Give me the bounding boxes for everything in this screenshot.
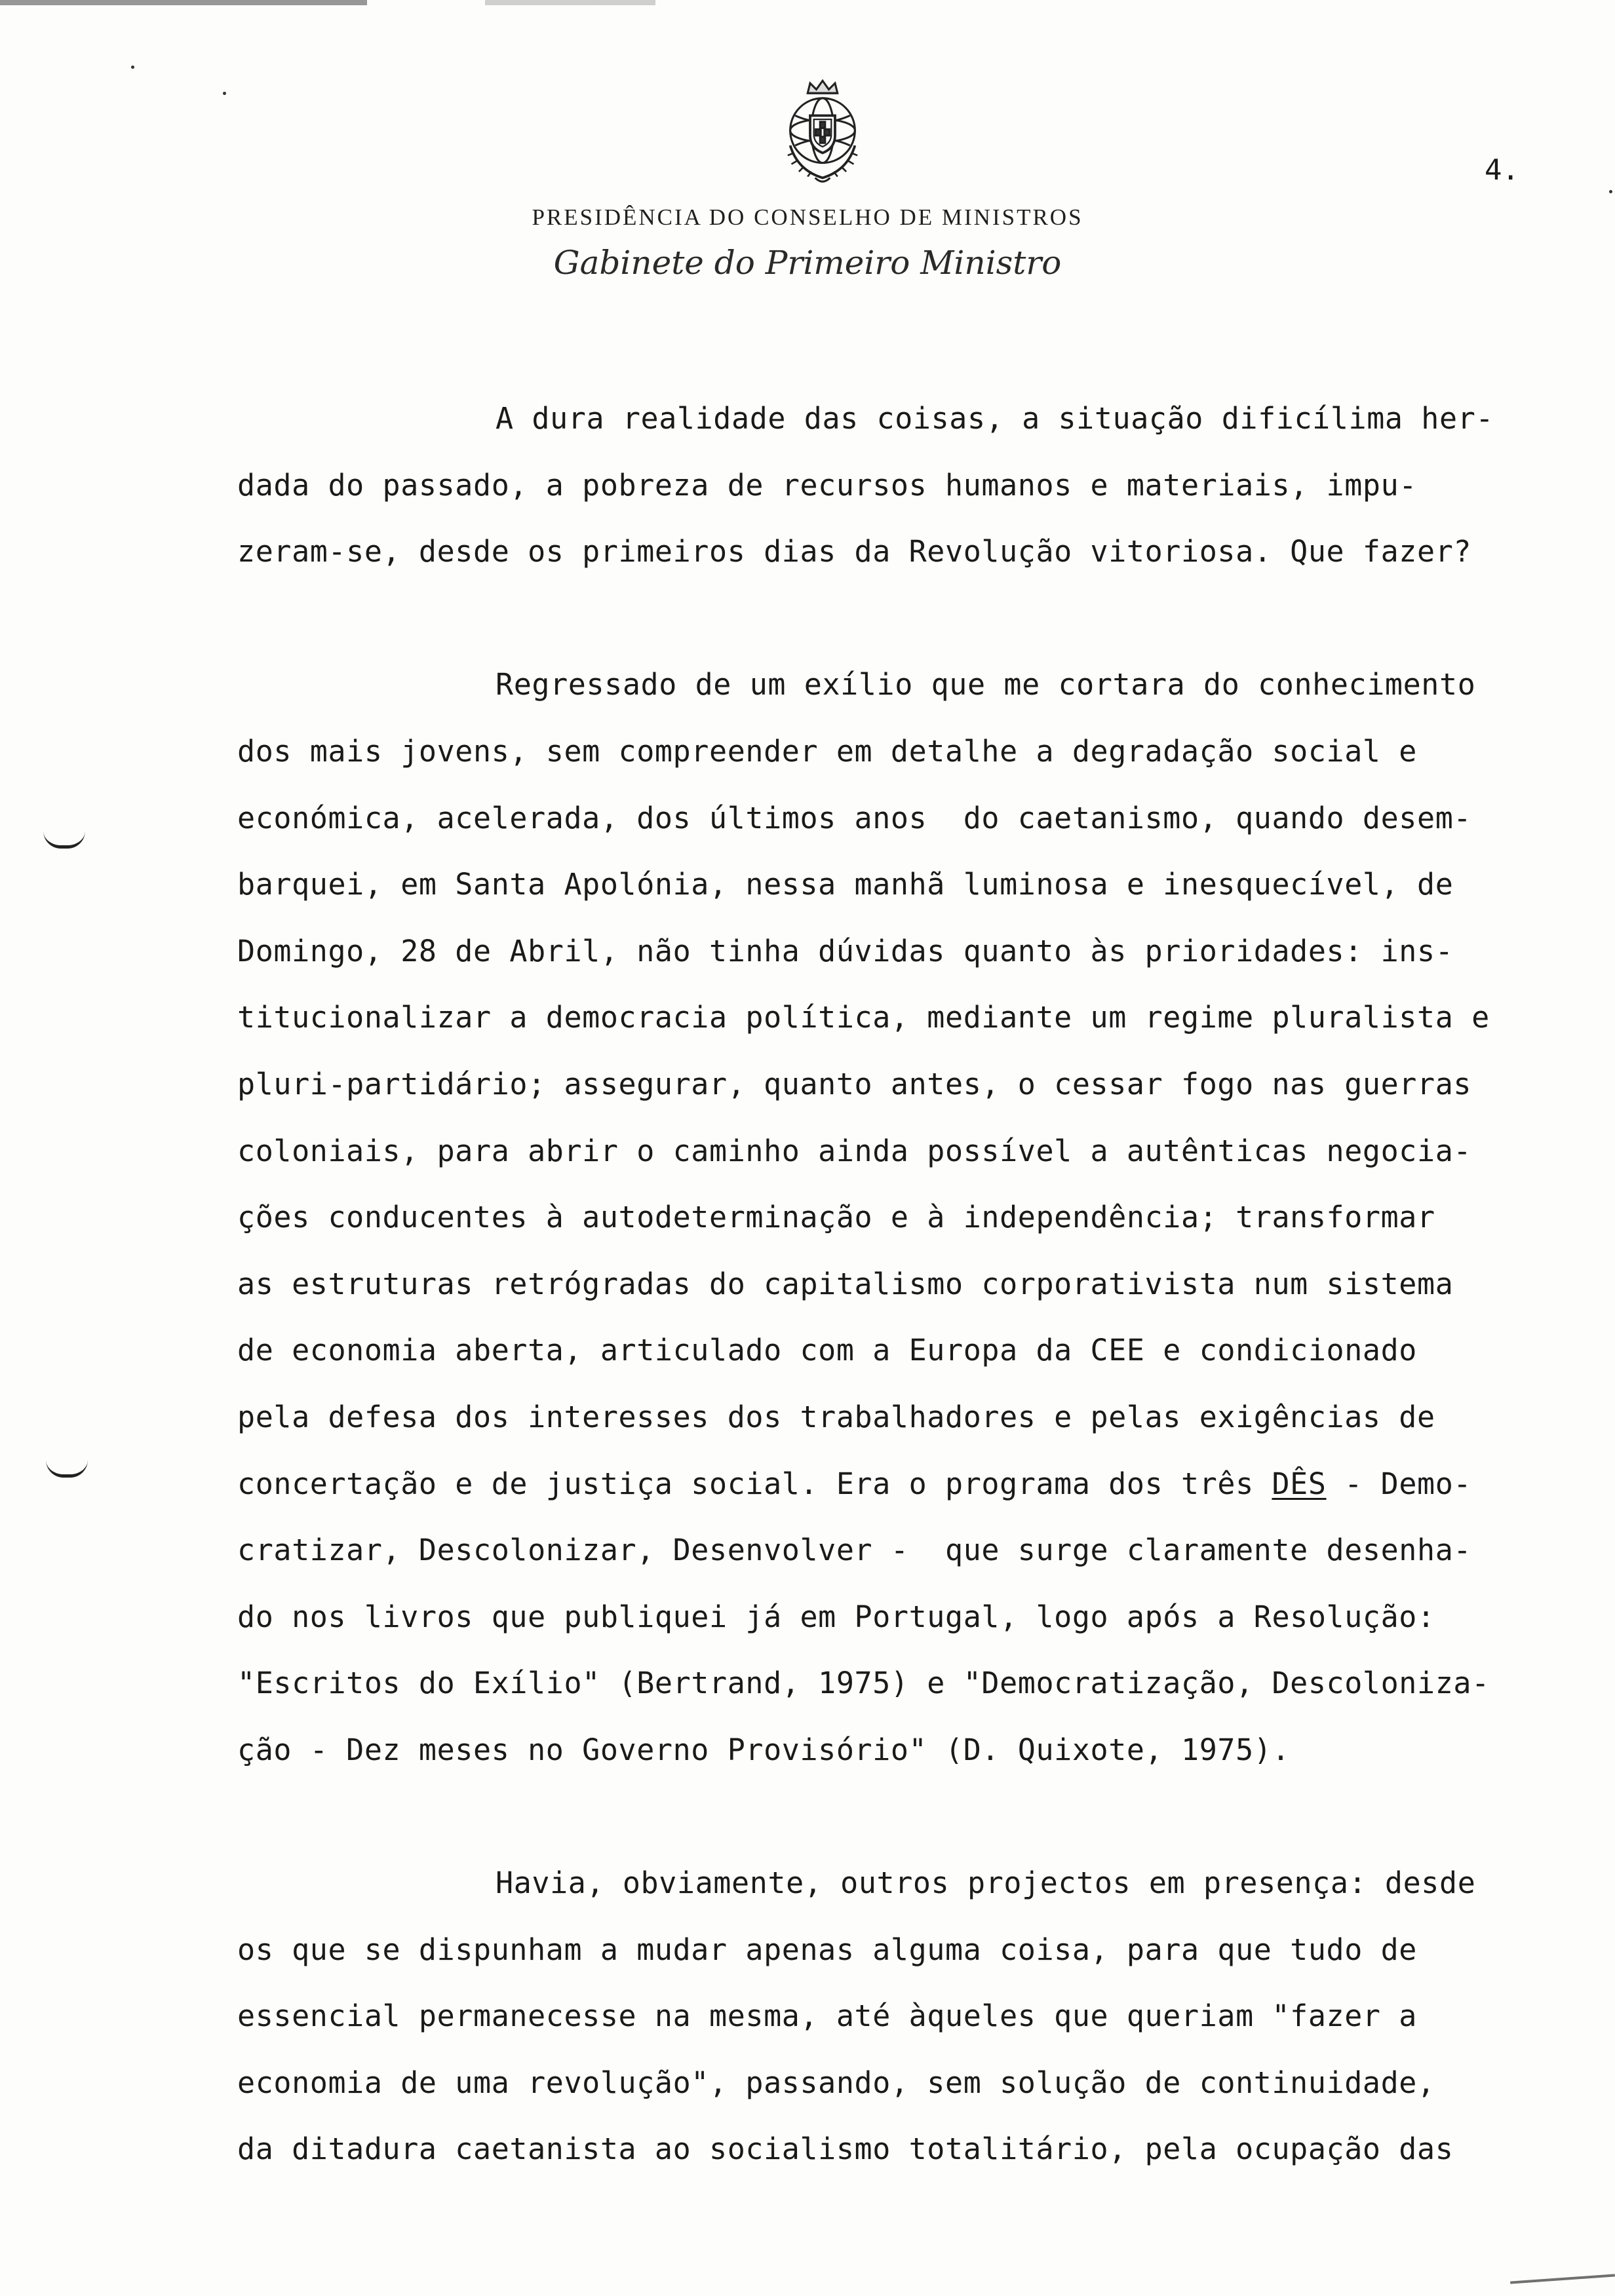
text-line: ções conducentes à autodeterminação e à independência; transformar [237,1200,1435,1235]
text-line: pluri-partidário; assegurar, quanto antes, o cessar fogo nas guerras [237,1066,1472,1101]
text-line: os que se dispunham a mudar apenas alguma coisa, para que tudo de [237,1932,1417,1967]
text-line: da ditadura caetanista ao socialismo totalitário, pela ocupação das [237,2132,1454,2167]
scan-speck [223,92,226,95]
margin-mark-1 [43,831,85,849]
text-line: economia de uma revolução", passando, sem solução de continuidade, [237,2065,1435,2100]
text-line: coloniais, para abrir o caminho ainda possível a autênticas negocia- [237,1133,1472,1168]
text-line: pela defesa dos interesses dos trabalhadores e pelas exigências de [237,1399,1435,1434]
institution-header: PRESIDÊNCIA DO CONSELHO DE MINISTROS [532,204,1083,230]
text-line: essencial permanecesse na mesma, até àqueles que queriam "fazer a [237,1999,1417,2034]
office-subheader: Gabinete do Primeiro Ministro [553,244,1062,282]
text-line: Havia, obviamente, outros projectos em presença: desde [496,1866,1476,1901]
text-line: económica, acelerada, dos últimos anos do caetanismo, quando desem- [237,800,1472,835]
text-line: de economia aberta, articulado com a Europa da CEE e condicionado [237,1333,1417,1368]
paragraph-1 [237,385,1601,585]
text-line: dada do passado, a pobreza de recursos humanos e materiais, impu- [237,467,1417,503]
text-line: dos mais jovens, sem compreender em detalhe a degradação social e [237,733,1417,769]
scan-speck [131,66,134,69]
text-line: Domingo, 28 de Abril, não tinha dúvidas quanto às prioridades: ins- [237,933,1454,968]
portuguese-coat-of-arms-icon [760,71,885,195]
text-line: titucionalizar a democracia política, mediante um regime pluralista e [237,1000,1490,1035]
scan-artifact-top [0,0,1615,5]
text-line: "Escritos do Exílio" (Bertrand, 1975) e "Democratização, Descoloniza- [237,1666,1490,1701]
text-line: A dura realidade das coisas, a situação dificílima her- [496,401,1494,436]
text-line: ção - Dez meses no Governo Provisório" (D. Quixote, 1975). [237,1732,1291,1767]
letter-body [237,385,1601,2249]
text-line: as estruturas retrógradas do capitalismo corporativista num sistema [237,1266,1454,1301]
paragraph-2 [237,651,1601,1783]
text-line: cratizar, Descolonizar, Desenvolver - que surge claramente desenha- [237,1533,1472,1568]
text-segment: - Demo- [1326,1466,1472,1501]
scan-artifact-bottom [1510,2274,1615,2284]
text-line: Regressado de um exílio que me cortara do conhecimento [496,667,1476,702]
paragraph-3 [237,1850,1601,2183]
text-line: do nos livros que publiquei já em Portugal, logo após a Resolução: [237,1599,1435,1634]
margin-mark-2 [46,1460,88,1478]
text-line: barquei, em Santa Apolónia, nessa manhã luminosa e inesquecível, de [237,867,1454,902]
text-line [237,1451,1601,1518]
page-number: 4. [1485,153,1519,187]
underlined-text: DÊS [1272,1466,1327,1501]
text-segment: concertação e de justiça social. Era o programa dos três [237,1466,1272,1501]
text-line: zeram-se, desde os primeiros dias da Revolução vitoriosa. Que fazer? [237,534,1472,569]
scan-speck [1609,190,1612,193]
